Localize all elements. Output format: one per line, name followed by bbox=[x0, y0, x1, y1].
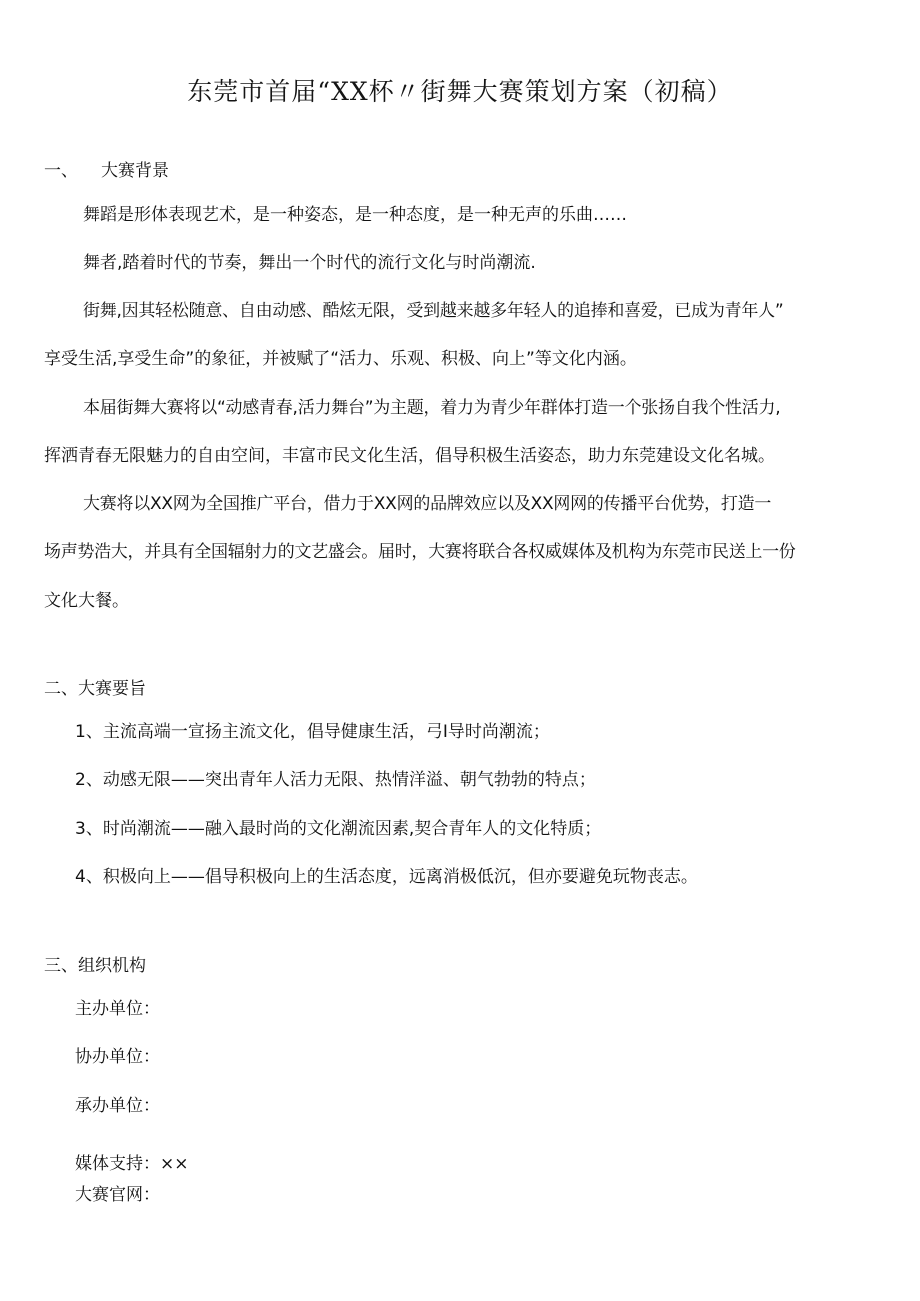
list-item: 3、时尚潮流——融入最时尚的文化潮流因素,契合青年人的文化特质； bbox=[75, 819, 602, 839]
paragraph-line: 挥洒青春无限魅力的自由空间，丰富市民文化生活，倡导积极生活姿态，助力东莞建设文化名城。 bbox=[44, 446, 775, 466]
paragraph-line: 本届街舞大赛将以“动感青春,活力舞台”为主题，着力为青少年群体打造一个张扬自我个性活力, bbox=[83, 398, 781, 418]
document-title: 东莞市首届“XX杯〃街舞大赛策划方案（初稿） bbox=[187, 77, 733, 106]
paragraph-line: 大赛将以XX网为全国推广平台，借力于XX网的品牌效应以及XX网网的传播平台优势，打造一 bbox=[83, 494, 772, 514]
list-item: 4、积极向上——倡导积极向上的生活态度，远离消极低沉，但亦要避免玩物丧志。 bbox=[75, 867, 698, 887]
paragraph-line: 街舞,因其轻松随意、自由动感、酷炫无限，受到越来越多年轻人的追捧和喜爱，已成为青年人” bbox=[83, 301, 784, 321]
section-2-heading: 二、大赛要旨 bbox=[44, 679, 146, 699]
org-item-media: 媒体支持：×× bbox=[75, 1154, 189, 1174]
list-item: 1、主流高端一宣扬主流文化，倡导健康生活，弓I导时尚潮流； bbox=[75, 722, 550, 742]
section-1-title: 大赛背景 bbox=[101, 161, 169, 181]
paragraph-line: 舞者,踏着时代的节奏，舞出一个时代的流行文化与时尚潮流. bbox=[83, 253, 536, 273]
paragraph-line: 舞蹈是形体表现艺术，是一种姿态，是一种态度，是一种无声的乐曲…… bbox=[83, 205, 627, 225]
paragraph-line: 文化大餐。 bbox=[44, 591, 129, 611]
org-item-website: 大赛官网： bbox=[75, 1185, 160, 1205]
section-3-heading: 三、组织机构 bbox=[44, 956, 146, 976]
list-item: 2、动感无限——突出青年人活力无限、热情洋溢、朝气勃勃的特点； bbox=[75, 770, 596, 790]
paragraph-line: 场声势浩大，并具有全国辐射力的文艺盛会。届时，大赛将联合各权威媒体及机构为东莞市民送上一份 bbox=[44, 542, 796, 562]
section-1-heading bbox=[44, 156, 169, 181]
paragraph-line: 享受生活,享受生命”的象征，并被赋了“活力、乐观、积极、向上”等文化内涵。 bbox=[44, 349, 637, 369]
org-item-co-organizer: 协办单位： bbox=[75, 1047, 160, 1067]
section-1-number: 一、 bbox=[44, 161, 78, 181]
org-item-host: 主办单位： bbox=[75, 999, 160, 1019]
org-item-organizer: 承办单位： bbox=[75, 1096, 160, 1116]
